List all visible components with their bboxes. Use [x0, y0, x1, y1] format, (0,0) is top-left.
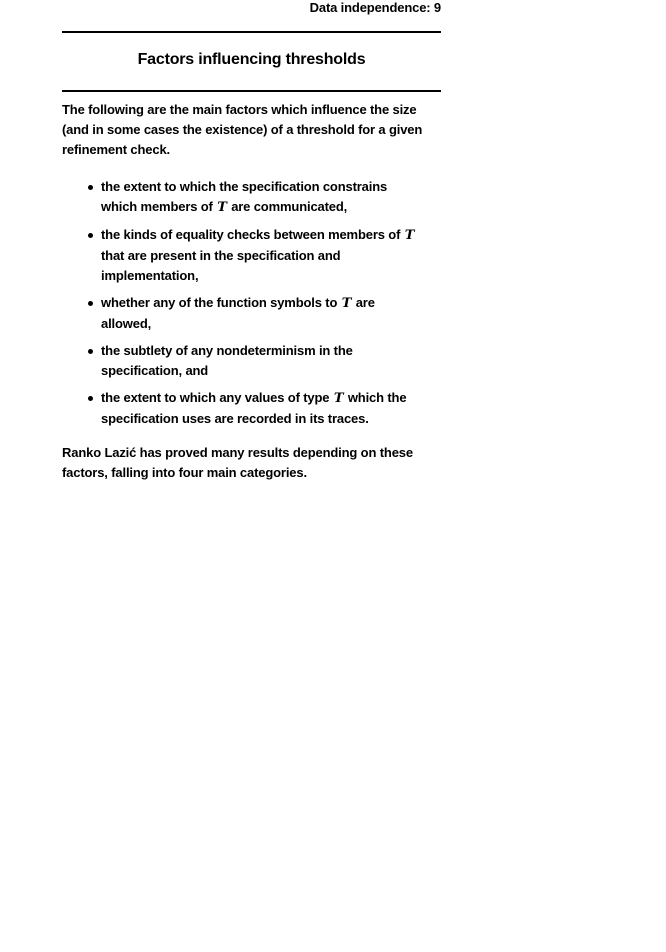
text-line: that are present in the specification and	[101, 248, 341, 263]
text-line: specification, and	[101, 363, 209, 378]
intro-paragraph	[62, 100, 457, 160]
bullet-icon	[88, 233, 93, 238]
text-line: the subtlety of any nondeterminism in the	[101, 343, 353, 358]
title-rule-bottom	[62, 90, 441, 92]
text-line: whether any of the function symbols to T are	[101, 295, 375, 311]
text-line: implementation,	[101, 268, 199, 283]
bullet-item	[62, 388, 457, 429]
bullet-item	[62, 177, 457, 218]
bullet-icon	[88, 349, 93, 354]
text-line: The following are the main factors which influence the size	[62, 102, 417, 117]
math-symbol-T: T	[333, 391, 344, 406]
closing-paragraph	[62, 443, 457, 483]
math-symbol-T: T	[217, 200, 227, 215]
bullet-text	[101, 293, 457, 334]
bullet-text	[101, 341, 457, 381]
bullet-icon	[88, 185, 93, 190]
text-line: refinement check.	[62, 142, 170, 157]
bullet-text	[101, 225, 457, 286]
bullet-item	[62, 225, 457, 286]
text-line: (and in some cases the existence) of a threshold for a given	[62, 122, 423, 137]
bullet-icon	[88, 301, 93, 306]
text-line: the kinds of equality checks between members of T	[101, 227, 415, 243]
page-title: Factors influencing thresholds	[137, 51, 366, 68]
text-line: Ranko Lazić has proved many results depending on these	[62, 445, 413, 460]
math-symbol-T: T	[341, 296, 352, 311]
text-line: specification uses are recorded in its traces.	[101, 411, 369, 426]
bullet-icon	[88, 396, 93, 401]
title-rule-top	[62, 31, 441, 33]
text-line: which members of T are communicated,	[101, 199, 348, 215]
bullet-text	[101, 177, 457, 218]
bullet-item	[62, 293, 457, 334]
math-symbol-T: T	[404, 228, 415, 243]
text-line: factors, falling into four main categories.	[62, 465, 307, 480]
running-header-text: Data independence: 9	[309, 0, 441, 15]
text-line: allowed,	[101, 316, 152, 331]
bullet-list	[62, 177, 457, 436]
running-header	[62, 0, 441, 16]
text-line: the extent to which any values of type T which the	[101, 390, 407, 406]
bullet-text	[101, 388, 457, 429]
bullet-item	[62, 341, 457, 381]
text-line: the extent to which the specification constrains	[101, 179, 388, 194]
